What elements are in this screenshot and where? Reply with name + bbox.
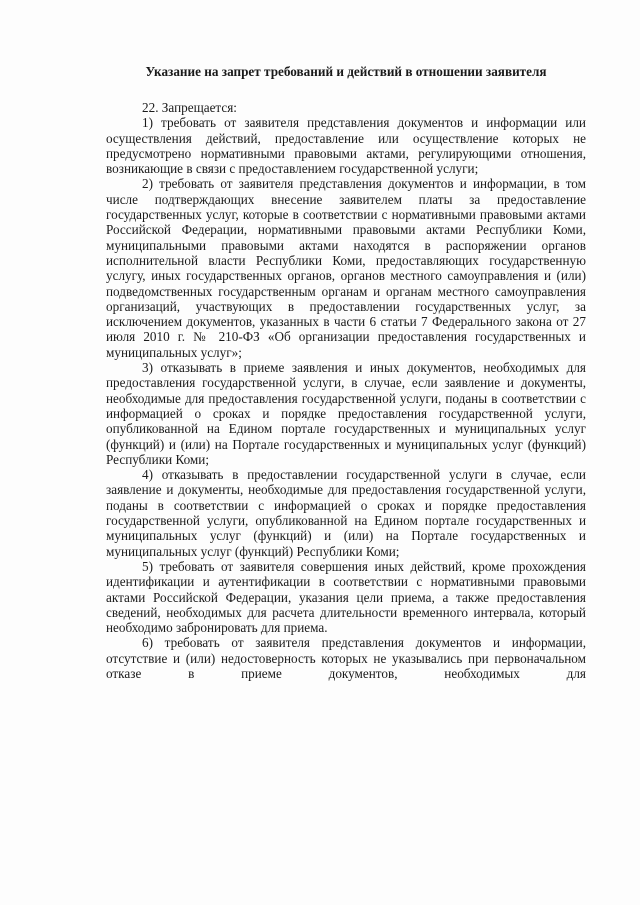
section-title: Указание на запрет требований и действий в отношении заявителя <box>145 64 547 79</box>
clause-item-5: 5) требовать от заявителя совершения иных действий, кроме прохождения идентификации и аутентификации в соответствии с нормативными правовыми актами Российской Федерации, указания цели приема, а также предоставления сведений, необходимых для расчета длительности временного интервала, который необходимо забронировать для приема. <box>106 558 586 636</box>
document-body <box>106 64 586 681</box>
clause-item-3: 3) отказывать в приеме заявления и иных документов, необходимых для предоставления государственной услуги, в случае, если заявление и документы, необходимые для предоставления государственной услуги, поданы в соответствии с информацией о сроках и порядке предоставления государственной услуги, опубликованной на Едином портале государственных и муниципальных услуг (функций) и (или) на Портале государственных и муниципальных услуг (функций) Республики Коми; <box>106 360 586 467</box>
clause-item-6: 6) требовать от заявителя представления документов и информации, отсутствие и (или) недостоверность которых не указывались при первоначальном отказе в приеме документов, необходимых для <box>106 635 586 681</box>
clause-item-4: 4) отказывать в предоставлении государственной услуги в случае, если заявление и документы, необходимые для предоставления государственной услуги, поданы в соответствии с информацией о сроках и порядке предоставления государственной услуги, опубликованной на Едином портале государственных и муниципальных услуг (функций) и (или) на Портале государственных и муниципальных услуг (функций) Республики Коми; <box>106 467 586 559</box>
clause-item-1: 1) требовать от заявителя представления документов и информации или осуществления действий, предоставление или осуществление которых не предусмотрено нормативными правовыми актами, регулирующими отношения, возникающие в связи с предоставлением государственной услуги; <box>106 115 586 177</box>
clause-item-2: 2) требовать от заявителя представления документов и информации, в том числе подтверждающих внесение заявителем платы за предоставление государственных услуг, которые в соответствии с нормативными правовыми актами Российской Федерации, нормативными правовыми актами Республики Коми, муниципальными правовыми актами находятся в распоряжении органов исполнительной власти Республики Коми, предоставляющих государственную услугу, иных государственных органов, органов местного самоуправления и (или) подведомственных государственным органам и органам местного самоуправления организаций, участвующих в предоставлении государственных услуг, за исключением документов, указанных в части 6 статьи 7 Федерального закона от 27 июля 2010 г. № 210-ФЗ «Об организации предоставления государственных и муниципальных услуг»; <box>106 176 586 360</box>
clause-intro: 22. Запрещается: <box>142 100 237 115</box>
